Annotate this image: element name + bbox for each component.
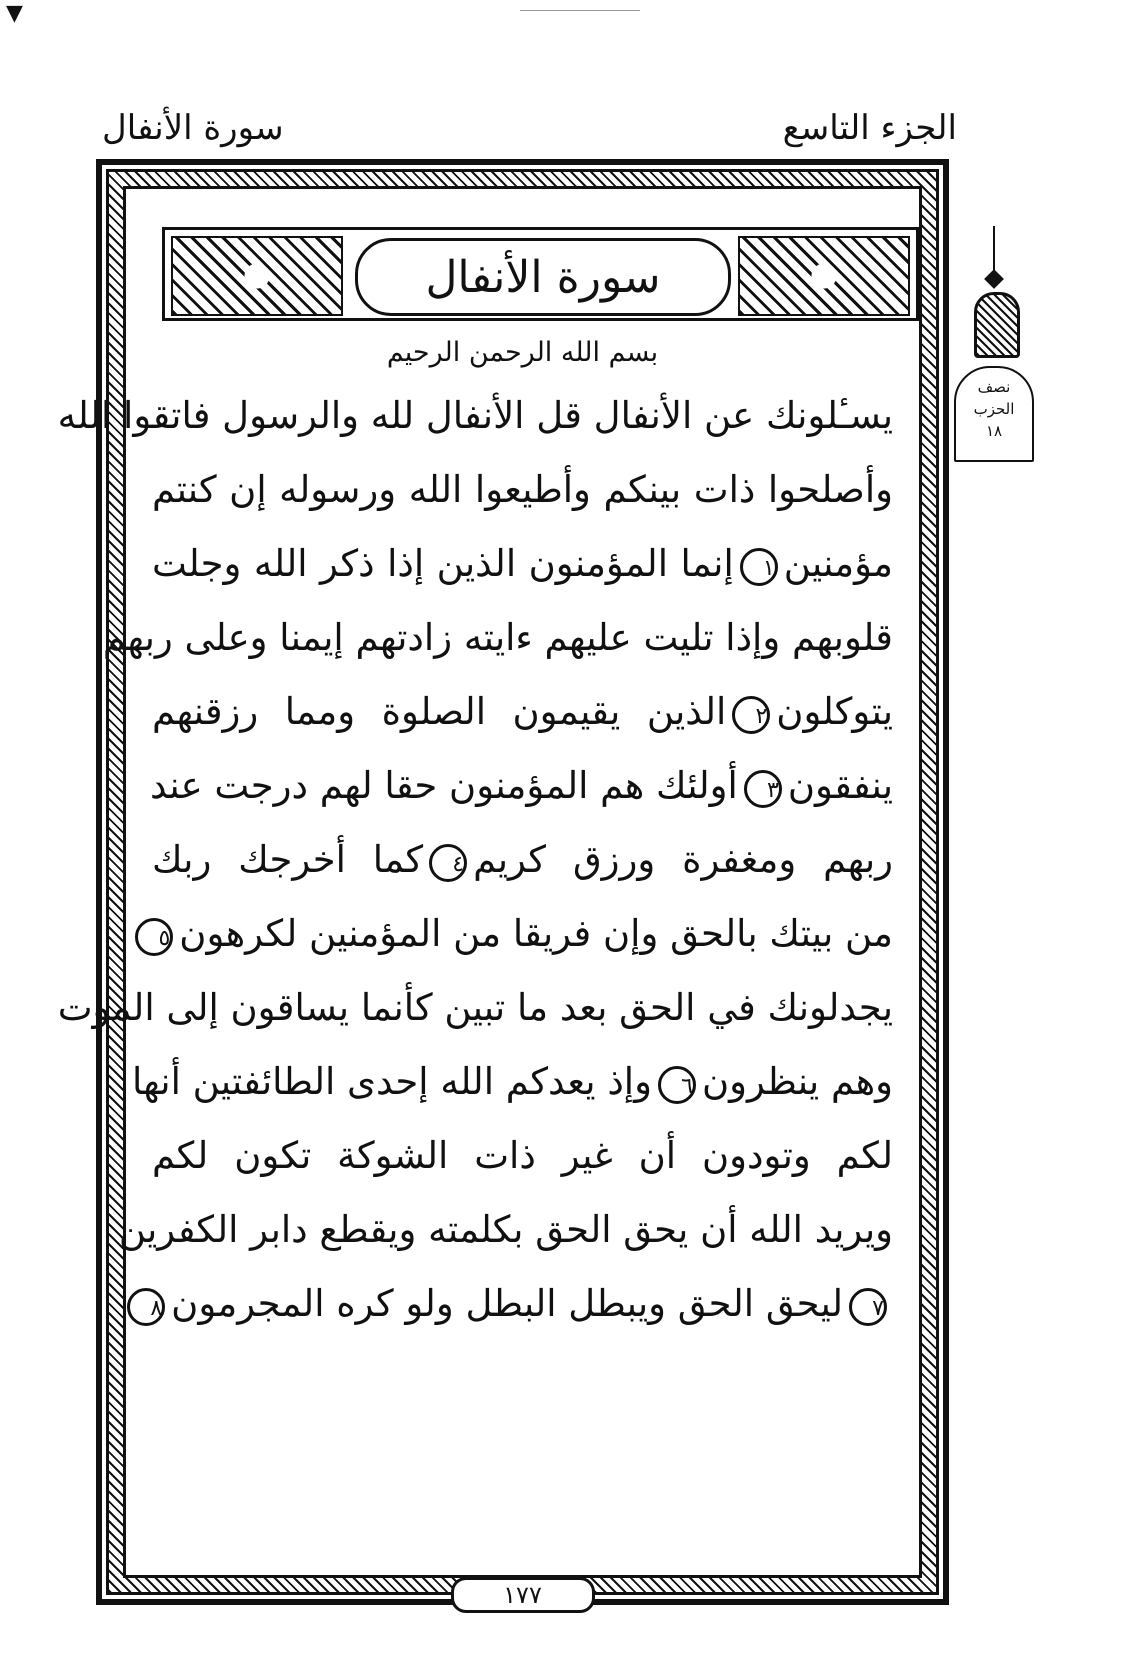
verse-number: ٥ [135,918,173,956]
hizb-ornament-icon [974,292,1020,358]
text-panel [57,186,922,1578]
surah-title: سورة الأنفال [355,238,731,316]
verse-number: ٣ [744,770,782,808]
banner-ornament-right [738,236,910,316]
verse-line: مؤمنين١إنما المؤمنون الذين إذا ذكر الله وجلت [152,542,893,585]
hizb-diamond-icon [984,269,1004,289]
hizb-marker [952,226,1036,466]
verse-line: يسـٔلونك عن الأنفال قل الأنفال لله والرسول فاتقوا الله [57,394,893,437]
verse-line: ويريد الله أن يحق الحق بكلمته ويقطع دابر الكفرين [118,1208,893,1251]
basmala: بسم الله الرحمن الرحيم [386,337,659,368]
page-frame [57,159,949,1609]
hizb-number: ١٨ [985,422,1003,440]
hizb-label-half: نصف [977,378,1011,396]
verse-line: قلوبهم وإذا تليت عليهم ءايته زادتهم إيمنا وعلى ربهم [102,616,893,659]
verse-number: ٧ [849,1288,887,1326]
verse-line: وأصلحوا ذات بينكم وأطيعوا الله ورسوله إن كنتم [152,468,893,511]
hizb-label-hizb: الحزب [973,400,1015,418]
page-number: ١٧٧ [451,1577,595,1613]
verse-line: وهم ينظرون٦وإذ يعدكم الله إحدى الطائفتين أنها [131,1060,893,1103]
verse-line: ينفقون٣أولئك هم المؤمنون حقا لهم درجت عند [149,764,893,807]
juz-header: الجزء التاسع [782,108,957,148]
corner-mark: ▼ [6,1,23,26]
verse-number: ٤ [429,844,467,882]
verse-line: ٧ليحق الحق ويبطل البطل ولو كره المجرمون٨ [152,1267,893,1341]
verse-number: ٨ [127,1288,165,1326]
surah-banner [162,227,919,321]
verse-line: يجدلونك في الحق بعد ما تبين كأنما يساقون إلى الموت [57,986,893,1029]
verse-lines [57,379,893,1341]
banner-ornament-left [171,236,343,316]
verse-line: لكم وتودون أن غير ذات الشوكة تكون لكم [152,1134,893,1177]
verse-line: ربهم ومغفرة ورزق كريم٤كما أخرجك ربك [152,838,893,881]
verse-number: ١ [740,548,778,586]
verse-number: ٢ [732,696,770,734]
verse-number: ٦ [658,1066,696,1104]
hizb-label-box [954,366,1034,462]
top-rule [520,10,640,11]
verse-line: من بيتك بالحق وإن فريقا من المؤمنين لكرهون٥ [152,897,893,971]
verse-line: يتوكلون٢الذين يقيمون الصلوة ومما رزقنهم [152,690,893,733]
surah-header: سورة الأنفال [102,108,284,148]
